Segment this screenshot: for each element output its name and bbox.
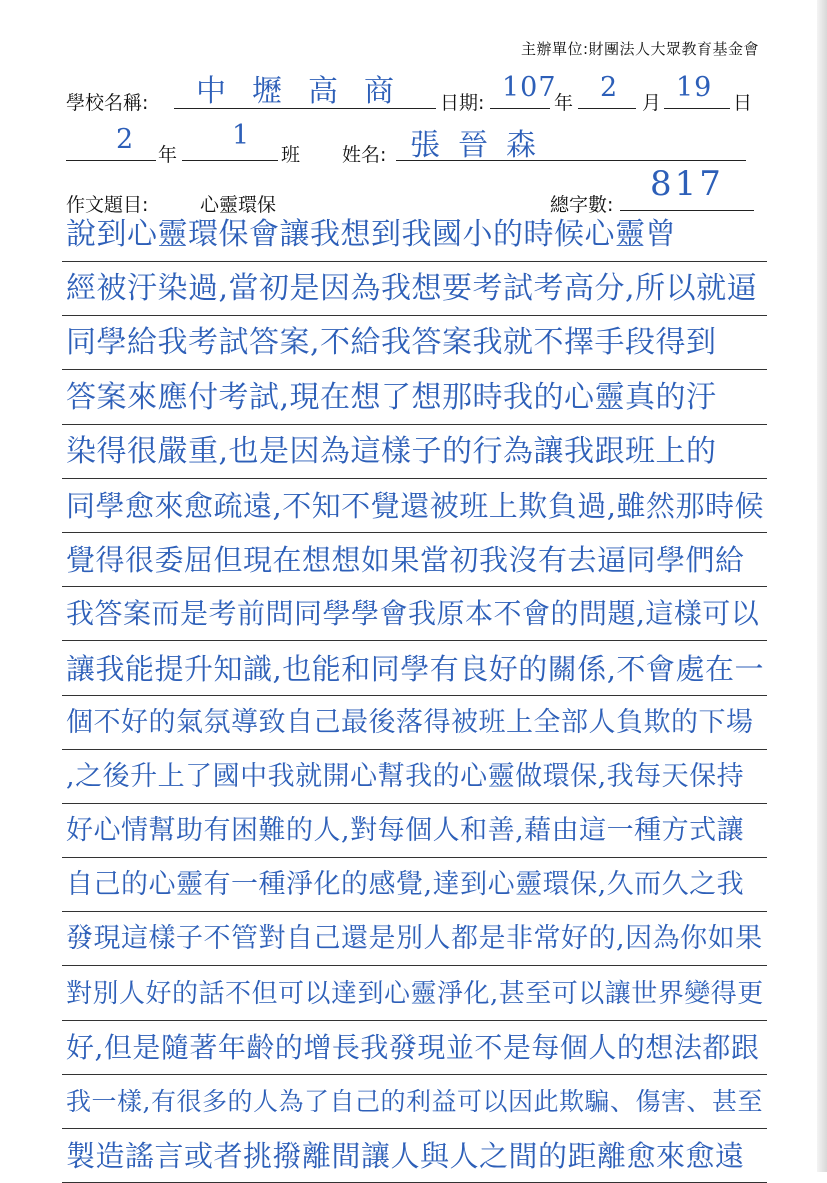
- essay-line: [62, 587, 767, 641]
- school-value: 中壢高商: [196, 74, 420, 109]
- essay-line-text: 好心情幫助有困難的人,對每個人和善,藉由這一種方式讓: [66, 815, 745, 847]
- date-day-value: 19: [676, 72, 713, 103]
- essay-line-text: 好,但是隨著年齡的增長我發現並不是每個人的想法都跟: [66, 1030, 760, 1064]
- month-underline: [578, 108, 636, 109]
- essay-line: [62, 696, 767, 750]
- day-underline: [664, 108, 730, 109]
- essay-line-text: 發現這樣子不管對自己還是別人都是非常好的,因為你如果: [66, 923, 763, 955]
- class-label: 班: [281, 144, 301, 166]
- essay-line-text: 我答案而是考前問同學學會我原本不會的問題,這樣可以: [66, 597, 760, 631]
- essay-line-text: 答案來應付考試,現在想了想那時我的心靈真的汙: [66, 379, 717, 415]
- word-count-value: 817: [650, 164, 724, 204]
- name-label: 姓名:: [342, 144, 387, 166]
- essay-line-text: 染得很嚴重,也是因為這樣子的行為讓我跟班上的: [66, 433, 717, 469]
- grade-label: 年: [158, 144, 178, 166]
- month-label: 月: [642, 92, 662, 114]
- essay-line-text: 自己的心靈有一種淨化的感覺,達到心靈環保,久而久之我: [66, 869, 745, 901]
- essay-line: [62, 479, 767, 533]
- essay-line-text: 我一樣,有很多的人為了自己的利益可以因此欺騙、傷害、甚至: [66, 1087, 763, 1116]
- essay-line: [62, 212, 767, 262]
- essay-line: [62, 858, 767, 912]
- essay-line: [62, 425, 767, 479]
- school-label: 學校名稱:: [66, 92, 149, 114]
- topic-label: 作文題目:: [66, 194, 149, 216]
- essay-line: [62, 316, 767, 370]
- essay-line: [62, 641, 767, 695]
- essay-line-text: 說到心靈環保會讓我想到我國小的時候心靈曾: [66, 217, 676, 252]
- essay-line-text: 覺得很委屈但現在想想如果當初我沒有去逼同學們給: [66, 543, 745, 578]
- essay-line: [62, 1075, 767, 1129]
- essay-line-text: 經被汙染過,當初是因為我想要考試考高分,所以就逼: [66, 271, 758, 307]
- date-year-value: 107: [502, 72, 557, 103]
- sponsor-text: 主辦單位:財團法人大眾教育基金會: [520, 40, 759, 58]
- essay-line-text: 個不好的氣氛導致自己最後落得被班上全部人負欺的下場: [66, 706, 754, 738]
- topic-value: 心靈環保: [200, 194, 277, 216]
- essay-line-text: 對別人好的話不但可以達到心靈淨化,甚至可以讓世界變得更: [66, 978, 764, 1009]
- essay-line-text: 製造謠言或者挑撥離間讓人與人之間的距離愈來愈遠: [66, 1139, 745, 1174]
- essay-line: [62, 1021, 767, 1075]
- essay-line: [62, 966, 767, 1020]
- essay-line: [62, 1129, 767, 1183]
- essay-line: [62, 533, 767, 587]
- essay-line-text: 同學給我考試答案,不給我答案我就不擇手段得到: [66, 325, 717, 361]
- essay-line: [62, 750, 767, 804]
- word-count-underline: [620, 210, 754, 211]
- grade-value: 2: [116, 124, 140, 155]
- class-value: 1: [232, 120, 256, 151]
- essay-line-text: ,之後升上了國中我就開心幫我的心靈做環保,我每天保持: [66, 760, 745, 792]
- essay-line-text: 讓我能提升知識,也能和同學有良好的關係,不會處在一: [66, 651, 764, 686]
- word-count-label: 總字數:: [550, 194, 614, 216]
- date-month-value: 2: [600, 72, 624, 103]
- name-value: 張晉森: [410, 128, 554, 163]
- grade-underline: [66, 160, 156, 161]
- essay-line: [62, 262, 767, 316]
- essay-line-text: 同學愈來愈疏遠,不知不覺還被班上欺負過,雖然那時候: [66, 488, 764, 523]
- essay-line: [62, 804, 767, 858]
- essay-body: [62, 212, 767, 1183]
- date-label: 日期:: [440, 92, 485, 114]
- class-underline: [182, 160, 278, 161]
- day-label: 日: [733, 92, 753, 114]
- year-underline: [490, 108, 550, 109]
- essay-line: [62, 370, 767, 424]
- page-edge: [817, 0, 827, 1172]
- year-label: 年: [554, 92, 574, 114]
- essay-line: [62, 912, 767, 966]
